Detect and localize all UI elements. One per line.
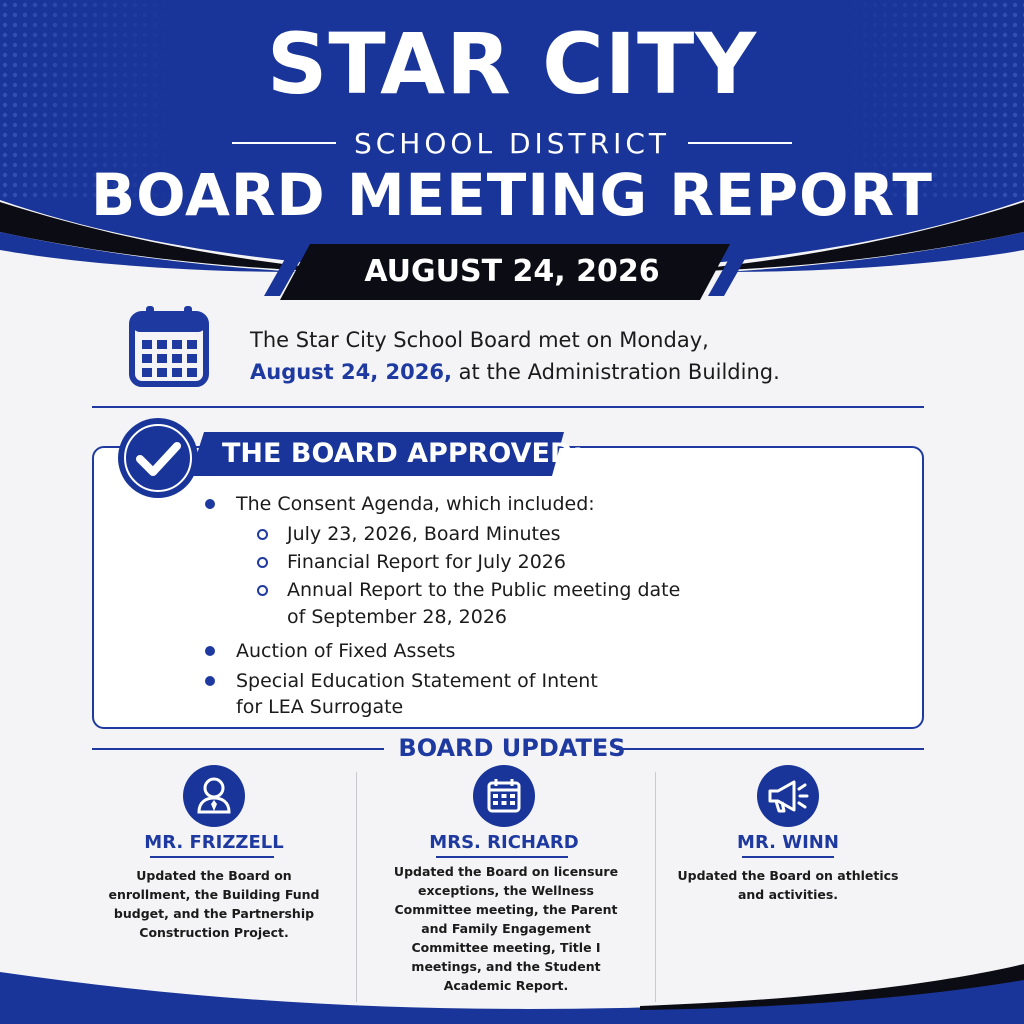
meeting-date-banner: AUGUST 24, 2026: [364, 254, 660, 289]
column-divider: [356, 772, 357, 1002]
checkmark-icon: [116, 416, 200, 500]
district-title: STAR CITY: [266, 15, 758, 113]
person-name: MRS. RICHARD: [429, 832, 579, 853]
intro-line-2: [250, 356, 950, 388]
approved-heading: THE BOARD APPROVED:: [222, 438, 584, 469]
column-divider: [655, 772, 656, 1002]
name-underline: [742, 856, 834, 858]
sub-list-item: Annual Report to the Public meeting date: [287, 579, 681, 601]
megaphone-icon: [756, 764, 820, 828]
list-item-continued: for LEA Surrogate: [236, 696, 404, 718]
list-item: Special Education Statement of Intent: [236, 670, 598, 692]
district-subtitle: SCHOOL DISTRICT: [353, 126, 671, 160]
intro-text: [250, 324, 950, 388]
approved-box: [92, 446, 924, 729]
list-item: The Consent Agenda, which included:: [236, 493, 595, 515]
subtitle-right-rule: [688, 142, 792, 144]
intro-line-2-rest: at the Administration Building.: [451, 360, 780, 384]
sub-list-item-continued: of September 28, 2026: [287, 606, 508, 628]
person-name: MR. FRIZZELL: [144, 832, 284, 853]
person-icon: [182, 764, 246, 828]
sub-list-item: July 23, 2026, Board Minutes: [287, 523, 561, 545]
section-divider: [92, 406, 924, 408]
list-item: Auction of Fixed Assets: [236, 640, 456, 662]
subtitle-row: [232, 126, 792, 160]
intro-line-1: The Star City School Board met on Monday,: [250, 328, 709, 352]
report-title: BOARD MEETING REPORT: [91, 161, 933, 229]
person-update-text: Updated the Board on enrollment, the Building Fund budget, and the Partnership Construction Project.: [108, 868, 320, 940]
sub-list-item: Financial Report for July 2026: [287, 551, 566, 573]
calendar-icon: [472, 764, 536, 828]
person-update-text: Updated the Board on athletics and activities.: [677, 868, 899, 902]
calendar-icon: [128, 304, 210, 388]
person-name: MR. WINN: [737, 832, 839, 853]
person-update-text: Updated the Board on licensure exceptions, the Wellness Committee meeting, the Parent and Family Engagement Committee meeting, Title I meetings, and the Student Academic Report.: [393, 864, 619, 993]
updates-heading: BOARD UPDATES: [398, 734, 626, 762]
name-underline: [436, 856, 568, 858]
subtitle-left-rule: [232, 142, 336, 144]
name-underline: [150, 856, 274, 858]
intro-date: August 24, 2026,: [250, 360, 452, 384]
